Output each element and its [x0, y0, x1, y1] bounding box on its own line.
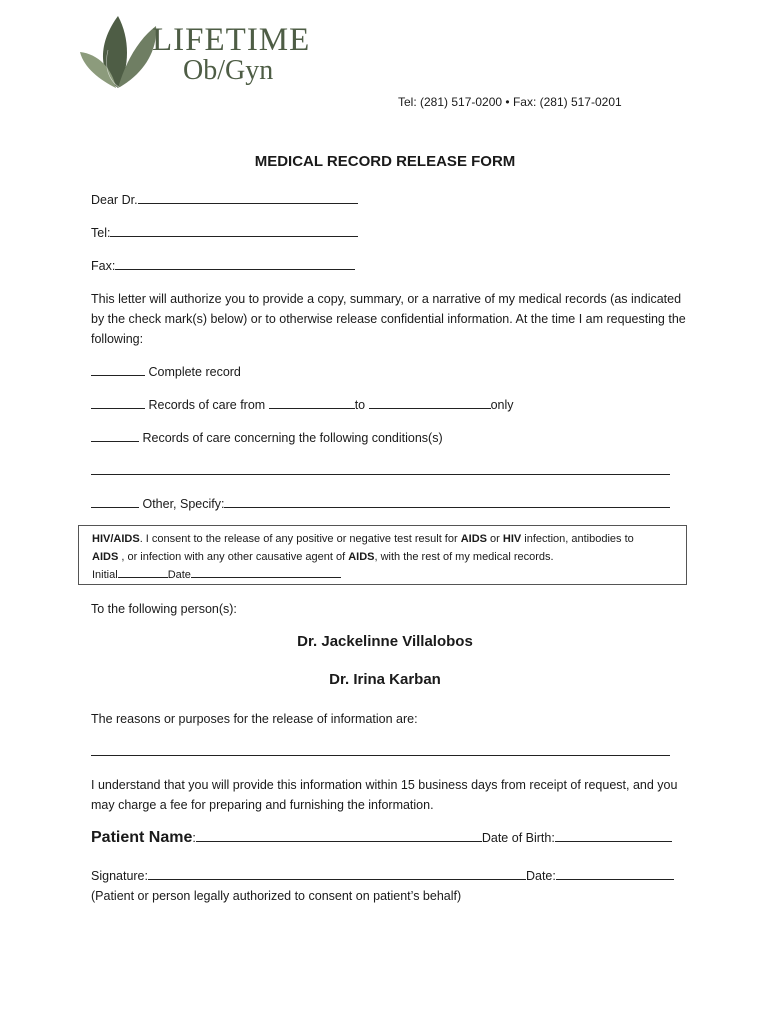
- option-complete-label: Complete record: [148, 365, 241, 379]
- signature-row: [91, 866, 674, 886]
- option-other-label: Other, Specify:: [142, 497, 225, 511]
- reasons-field[interactable]: [91, 755, 670, 756]
- tel-field[interactable]: [110, 223, 358, 237]
- care-from-start-field[interactable]: [269, 395, 355, 409]
- dear-dr-row: [91, 190, 358, 210]
- hiv-bold-aids-3: AIDS: [348, 551, 375, 563]
- option-complete-row: [91, 362, 241, 382]
- form-title: MEDICAL RECORD RELEASE FORM: [254, 153, 516, 170]
- hiv-date-field[interactable]: [191, 566, 341, 578]
- hiv-text-part3: infection, antibodies to: [521, 533, 634, 545]
- signature-date-field[interactable]: [556, 866, 674, 880]
- dear-dr-field[interactable]: [138, 190, 358, 204]
- to-label: to: [354, 398, 366, 412]
- signature-label: Signature:: [91, 869, 148, 883]
- signature-field[interactable]: [148, 866, 526, 880]
- care-from-check[interactable]: [91, 395, 145, 409]
- patient-name-row: [91, 828, 672, 848]
- logo-text-lifetime: LIFETIME: [152, 22, 311, 58]
- logo-text-obgyn: Ob/Gyn: [183, 55, 274, 86]
- hiv-bold-aids-1: AIDS: [460, 533, 487, 545]
- initial-label: Initial: [92, 569, 118, 581]
- fax-field[interactable]: [115, 256, 355, 270]
- patient-name-colon: :: [192, 831, 196, 845]
- conditions-field[interactable]: [91, 474, 670, 475]
- hiv-text-part1: . I consent to the release of any positive or negative test result for: [139, 533, 461, 545]
- hiv-date-label: Date: [167, 569, 191, 581]
- reasons-label: The reasons or purposes for the release of information are:: [91, 712, 418, 726]
- tel-label: Tel:: [91, 226, 111, 240]
- dear-dr-label: Dear Dr.: [91, 193, 138, 207]
- initial-field[interactable]: [118, 566, 168, 578]
- hiv-aids-heading: HIV/AIDS: [92, 533, 140, 545]
- hiv-consent-text: [92, 530, 682, 584]
- care-from-end-field[interactable]: [369, 395, 491, 409]
- fax-label: Fax:: [91, 259, 116, 273]
- signature-note: (Patient or person legally authorized to consent on patient’s behalf): [91, 889, 462, 903]
- recipients-label: To the following person(s):: [91, 602, 237, 616]
- signature-date-label: Date:: [525, 869, 556, 883]
- dob-field[interactable]: [555, 828, 672, 842]
- complete-record-check[interactable]: [91, 362, 145, 376]
- hiv-bold-aids-2: AIDS: [92, 551, 119, 563]
- contact-info: Tel: (281) 517-0200 • Fax: (281) 517-0201: [398, 95, 622, 109]
- patient-name-label: Patient Name: [91, 829, 193, 846]
- other-check[interactable]: [91, 494, 139, 508]
- fax-row: [91, 256, 355, 276]
- hiv-text-part2: or: [486, 533, 503, 545]
- only-label: only: [490, 398, 514, 412]
- option-conditions-row: [91, 428, 443, 448]
- option-care-from-row: [91, 395, 514, 415]
- patient-name-field[interactable]: [196, 828, 482, 842]
- understanding-paragraph: I understand that you will provide this information within 15 business days from receipt of request, and you may charge a fee for preparing and furnishing the information.: [91, 778, 678, 812]
- option-care-from-label: Records of care from: [148, 398, 266, 412]
- doctor-2-name: Dr. Irina Karban: [329, 671, 441, 688]
- hiv-bold-hiv: HIV: [502, 533, 522, 545]
- option-conditions-label: Records of care concerning the following conditions(s): [142, 431, 443, 445]
- hiv-text-part5: , with the rest of my medical records.: [374, 551, 554, 563]
- tel-row: [91, 223, 358, 243]
- dob-label: Date of Birth:: [481, 831, 555, 845]
- intro-paragraph: This letter will authorize you to provide a copy, summary, or a narrative of my medical records (as indicated by the check mark(s) below) or to otherwise release confidential information. At the time I am requesting the following:: [91, 292, 686, 346]
- hiv-text-part4: , or infection with any other causative agent of: [118, 551, 349, 563]
- doctor-1-name: Dr. Jackelinne Villalobos: [297, 633, 473, 650]
- option-other-row: [91, 494, 670, 514]
- conditions-check[interactable]: [91, 428, 139, 442]
- other-specify-field[interactable]: [224, 494, 670, 508]
